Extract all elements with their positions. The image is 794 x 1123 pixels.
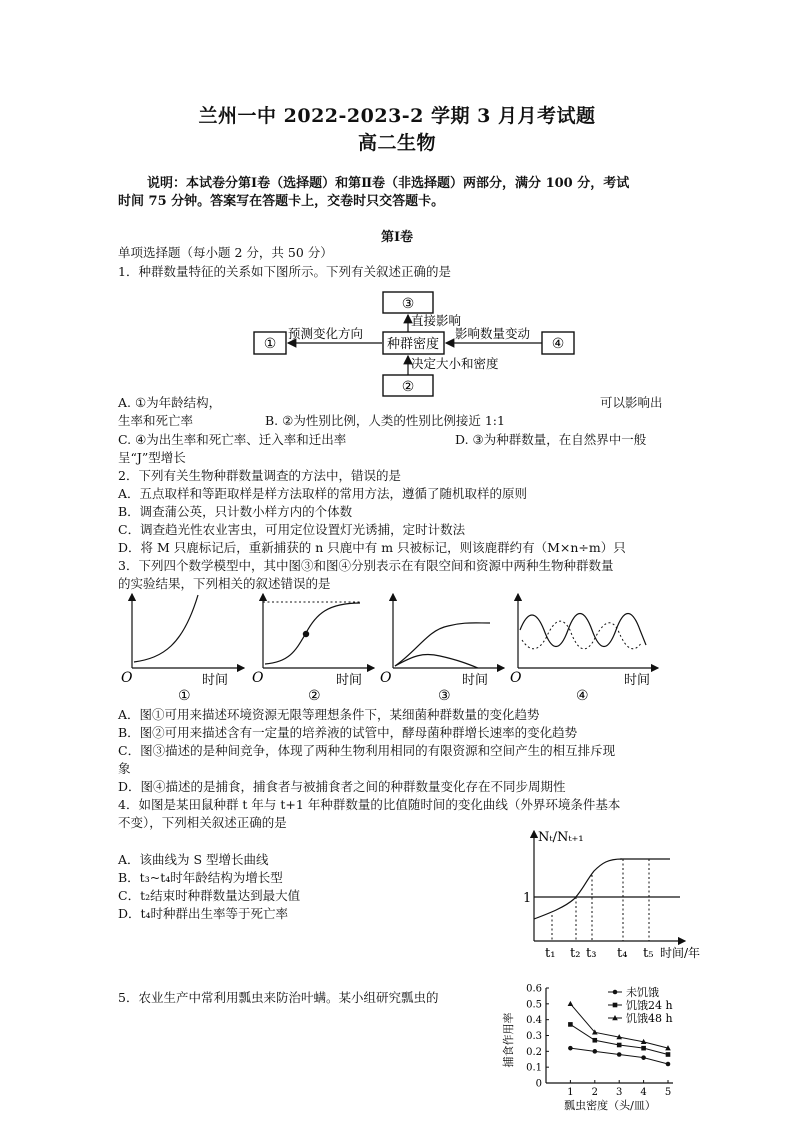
q1-option-a-tail: 可以影响出	[600, 395, 663, 410]
origin-label: O	[121, 670, 133, 686]
q4-xlabel: 时间/年	[660, 946, 701, 960]
inflection-point	[303, 631, 309, 637]
label-predict: 预测变化方向	[288, 326, 364, 341]
legend-label: 饥饿24 h	[626, 999, 673, 1012]
q3-stem-line-1: 3．下列四个数学模型中，其中图③和图④分别表示在有限空间和资源中两种生物种群数量	[118, 558, 614, 573]
graph-2-number: ②	[308, 688, 321, 702]
box-2-label: ②	[401, 379, 415, 395]
q3-graphs	[118, 590, 668, 702]
q1-option-d: D. ③为种群数量，在自然界中一般	[455, 432, 647, 447]
tick-t3: t₃	[586, 946, 597, 961]
box-1-label: ①	[263, 336, 277, 352]
q4-stem-line-1: 4．如图是某田鼠种群 t 年与 t+1 年种群数量的比值随时间的变化曲线（外界环境条件基本	[118, 797, 621, 812]
box-center-label: 种群密度	[386, 337, 440, 352]
label-direct: 直接影响	[411, 313, 462, 328]
q4-stem-line-2: 不变），下列相关叙述正确的是	[118, 815, 287, 830]
graph-3	[380, 594, 504, 702]
graph-2	[252, 594, 374, 702]
data-point	[568, 1046, 573, 1051]
curve-j	[134, 595, 198, 662]
x-tick-label: 5	[664, 1087, 672, 1098]
data-point	[568, 1022, 573, 1027]
q2-option-a: A．五点取样和等距取样是样方法取样的常用方法，遵循了随机取样的原则	[118, 486, 528, 501]
label-affect: 影响数量变动	[455, 326, 531, 341]
q3-stem-line-2: 的实验结果，下列相关的叙述错误的是	[118, 576, 331, 591]
graph-4	[510, 594, 658, 702]
curve-prey	[520, 614, 646, 647]
y-tick-label: 0.1	[526, 1062, 542, 1074]
graph-1	[121, 594, 244, 702]
data-point	[593, 1038, 598, 1043]
curve-s	[265, 603, 360, 664]
y-tick-label: 0.2	[526, 1046, 542, 1058]
q4-option-c: C．t₂结束时种群数量达到最大值	[118, 888, 301, 903]
q4-ylabel: Nₜ/Nₜ₊₁	[538, 830, 584, 845]
section-heading: 单项选择题（每小题 2 分，共 50 分）	[118, 245, 333, 260]
graph-1-number: ①	[178, 688, 191, 702]
instructions-line-1: 说明：本试卷分第Ⅰ卷（选择题）和第Ⅱ卷（非选择题）两部分，满分 100 分，考试	[147, 176, 630, 191]
ratio-curve	[534, 859, 622, 919]
x-tick-label: 1	[567, 1087, 574, 1098]
q1-stem: 1．种群数量特征的关系如下图所示。下列有关叙述正确的是	[118, 264, 451, 279]
curve-predator	[522, 621, 642, 649]
origin-label: O	[380, 670, 392, 686]
x-tick-label: 2	[591, 1087, 598, 1098]
origin-label: O	[510, 670, 522, 686]
time-label: 时间	[462, 673, 489, 688]
curve-winner	[395, 623, 490, 666]
box-3-label: ③	[401, 296, 415, 312]
data-point	[568, 1001, 574, 1006]
box-4-label: ④	[551, 336, 565, 352]
y-tick-label: 0.6	[526, 983, 542, 995]
q4-graph	[510, 825, 720, 965]
exam-subtitle: 高二生物	[357, 132, 436, 154]
exam-title: 兰州一中 2022-2023-2 学期 3 月月考试题	[198, 105, 596, 127]
time-label: 时间	[202, 673, 229, 688]
legend-label: 未饥饿	[626, 986, 659, 999]
tick-t1: t₁	[545, 946, 556, 961]
q3-option-b: B．图②可用来描述含有一定量的培养液的试管中，酵母菌种群增长速率的变化趋势	[118, 725, 578, 740]
q2-option-d: D．将 M 只鹿标记后，重新捕获的 n 只鹿中有 m 只被标记，则该鹿群约有（M×n÷m）只	[118, 540, 626, 555]
y-tick-label: 0	[535, 1078, 542, 1090]
q5-stem: 5．农业生产中常利用瓢虫来防治叶螨。某小组研究瓢虫的	[118, 990, 439, 1005]
q2-option-c: C．调查趋光性农业害虫，可用定位设置灯光诱捕，定时计数法	[118, 522, 466, 537]
instructions-line-2: 时间 75 分钟。答案写在答题卡上，交卷时只交答题卡。	[118, 194, 445, 209]
q4-option-a: A．该曲线为 S 型增长曲线	[118, 852, 269, 867]
y-tick-label: 0.4	[526, 1015, 542, 1027]
graph-3-number: ③	[438, 688, 451, 702]
y-tick-label: 0.5	[526, 999, 542, 1011]
q3-option-a: A．图①可用来描述环境资源无限等理想条件下，某细菌种群数量的变化趋势	[118, 707, 540, 722]
q5-xlabel: 瓢虫密度（头/皿）	[564, 1099, 656, 1112]
data-point	[617, 1043, 622, 1048]
section-title: 第Ⅰ卷	[380, 230, 414, 245]
q1-option-a-cont: 生率和死亡率	[118, 413, 194, 428]
label-determine: 决定大小和密度	[411, 356, 499, 371]
q4-option-b: B．t₃~t₄时年龄结构为增长型	[118, 870, 283, 885]
tick-t2: t₂	[570, 946, 581, 961]
ratio-one-label: 1	[523, 891, 532, 906]
q4-option-d: D．t₄时种群出生率等于死亡率	[118, 906, 289, 921]
data-point	[593, 1049, 598, 1054]
q1-option-d-cont: 呈“J”型增长	[118, 450, 186, 465]
q3-option-d: D．图④描述的是捕食，捕食者与被捕食者之间的种群数量变化存在不同步周期性	[118, 779, 566, 794]
q1-option-a: A. ①为年龄结构，	[118, 395, 222, 410]
data-point	[666, 1052, 671, 1057]
y-tick-label: 0.3	[526, 1031, 542, 1042]
q2-stem: 2．下列有关生物种群数量调查的方法中，错误的是	[118, 468, 401, 483]
legend-label: 饥饿48 h	[626, 1012, 673, 1025]
q2-option-b: B．调查蒲公英，只计数小样方内的个体数	[118, 504, 353, 519]
origin-label: O	[252, 670, 264, 686]
q5-chart	[498, 980, 708, 1120]
q3-option-c-cont: 象	[118, 761, 131, 776]
data-point	[617, 1052, 622, 1057]
q1-option-b: B. ②为性别比例，人类的性别比例接近 1:1	[265, 413, 505, 428]
x-tick-label: 3	[616, 1087, 623, 1098]
tick-t5: t₅	[643, 946, 654, 961]
legend-marker	[613, 990, 618, 995]
time-label: 时间	[336, 673, 363, 688]
time-label: 时间	[624, 673, 651, 688]
q5-ylabel: 捕食作用率	[502, 1012, 515, 1068]
legend-marker	[613, 1003, 618, 1008]
data-point	[666, 1062, 671, 1067]
tick-t4: t₄	[617, 946, 628, 961]
data-point	[641, 1046, 646, 1051]
graph-4-number: ④	[576, 688, 589, 702]
q1-diagram	[250, 288, 580, 400]
data-point	[641, 1055, 646, 1060]
q1-option-c: C. ④为出生率和死亡率、迁入率和迁出率	[118, 432, 347, 447]
q3-option-c: C．图③描述的是种间竞争，体现了两种生物利用相同的有限资源和空间产生的相互排斥现	[118, 743, 616, 758]
x-tick-label: 4	[640, 1087, 647, 1098]
